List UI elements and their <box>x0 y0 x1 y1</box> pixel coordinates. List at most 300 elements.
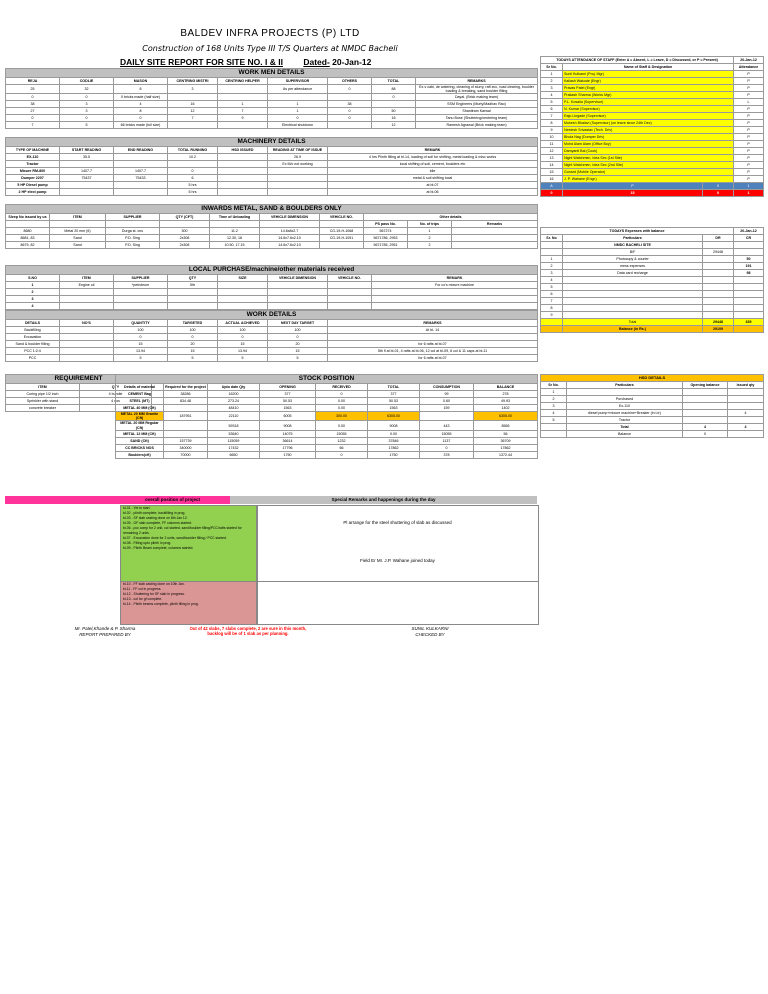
work-details-cell: 15 <box>268 348 328 355</box>
expenses-cell <box>703 305 734 312</box>
hsd-total-label: Total <box>567 424 683 431</box>
expenses-row <box>541 277 764 284</box>
work-men-row <box>6 94 538 101</box>
inwards-cell: 5671785, 2951 <box>364 242 408 249</box>
inwards-cell: 8679, 82 <box>6 242 50 249</box>
attendance-row <box>541 78 764 85</box>
staff-name: N. Kumar (Supervisor) <box>563 106 734 113</box>
inwards-col-header: Sleep No issued by us <box>6 214 50 221</box>
attendance-row <box>541 176 764 183</box>
work-details-cell: 100 <box>168 327 218 334</box>
machinery-col-header: HSD ISSUED <box>218 147 268 154</box>
stock-cell: 378 <box>420 451 474 458</box>
stock-cell: 300.00 <box>316 412 368 421</box>
inwards-cell: 2x308 <box>160 235 210 242</box>
local-purchase-cell <box>268 303 328 310</box>
stock-col-header: CONSUMPTION <box>420 384 474 391</box>
stock-row <box>116 437 538 444</box>
expenses-subtitle: NMDC BACHELI SITE <box>563 242 703 249</box>
attendance-row <box>541 120 764 127</box>
requirement-col-header: ITEM <box>6 384 80 391</box>
attendance-status: P <box>734 141 764 148</box>
hsd-cell <box>728 417 764 424</box>
work-men-col-header: OTHERS <box>328 78 372 85</box>
attendance-status: P <box>734 85 764 92</box>
local-purchase-cell <box>268 282 328 289</box>
inwards-cell <box>320 242 364 249</box>
hsd-row <box>541 389 764 396</box>
work-details-col-header: QUANTITY <box>114 320 168 327</box>
attendance-sr: 2 <box>541 78 563 85</box>
work-details-title: WORK DETAILS <box>6 311 538 320</box>
expenses-cell <box>703 291 734 298</box>
work-men-cell: As per attendance <box>268 85 328 94</box>
expenses-row <box>541 256 764 263</box>
work-men-cell: 0 <box>60 94 114 101</box>
attendance-sr: 6 <box>541 106 563 113</box>
work-men-cell: 5 <box>60 122 114 129</box>
requirement-cell: concrete breaker <box>6 405 80 412</box>
stock-row <box>116 412 538 421</box>
inwards-cell: 8680 <box>6 228 50 235</box>
work-details-cell: Backfilling <box>6 327 60 334</box>
expenses-cell: Data card recharge <box>563 270 703 277</box>
local-purchase-cell <box>114 289 168 296</box>
stock-cell: 17862 <box>474 444 538 451</box>
work-men-cell <box>168 94 218 101</box>
work-details-row <box>6 348 538 355</box>
stock-cell: 340000 <box>164 444 208 451</box>
local-purchase-cell: 3 <box>6 296 60 303</box>
machinery-row <box>6 182 538 189</box>
project-status-line: bl-12 - Shuttering for SF slab in progress. <box>123 592 186 596</box>
hsd-row <box>541 410 764 417</box>
machinery-cell <box>114 182 168 189</box>
local-purchase-col-header: SIZE <box>218 275 268 282</box>
hsd-cell: Purchased <box>567 396 683 403</box>
work-details-cell <box>60 348 114 355</box>
stock-row <box>116 391 538 398</box>
stock-cell: 38286 <box>164 391 208 398</box>
work-men-cell: 8 <box>114 108 168 115</box>
work-details-col-header: ACTUAL ACHIEVED <box>218 320 268 327</box>
requirement-cell: 4 nos <box>80 398 152 405</box>
machinery-cell <box>268 182 328 189</box>
stock-title: STOCK POSITION <box>116 375 538 384</box>
stock-row <box>116 451 538 458</box>
work-details-cell: 5 <box>218 355 268 362</box>
attendance-col-header: Name of Staff & Designation <box>563 64 734 71</box>
hsd-col-header: Particulars <box>567 382 683 389</box>
work-details-cell <box>328 334 538 341</box>
stock-cell: 9008 <box>260 421 316 430</box>
stock-cell: 0.60 <box>420 398 474 405</box>
attendance-summary-cell: A <box>541 183 563 190</box>
attendance-sr: 14 <box>541 162 563 169</box>
expenses-total-dr: 29448 <box>703 319 734 326</box>
hsd-balance-label: Balance <box>567 431 683 438</box>
staff-name: Pravas Patel (Engr) <box>563 85 734 92</box>
project-status-line: bl-13 - col for gf complete. <box>123 597 163 601</box>
local-purchase-cell <box>372 303 538 310</box>
hsd-cell <box>683 417 728 424</box>
expenses-cell: 3 <box>541 270 563 277</box>
expenses-cell <box>563 305 703 312</box>
expenses-cell <box>734 284 764 291</box>
machinery-cell <box>268 175 328 182</box>
project-status-line: bl-07 - Excavation done for 2 units, sand/boulder filling / PCC started. <box>123 536 227 540</box>
attendance-summary-red <box>541 190 764 197</box>
project-status-line: bl-03 - SF slab casting done on 8th Jan 12. <box>123 516 188 520</box>
staff-name: J. P. Wahane (Engr.) <box>563 176 734 183</box>
work-men-cell: Tanu Bose (Shuttering/centering team) <box>416 115 538 122</box>
machinery-cell <box>168 161 218 168</box>
machinery-row <box>6 168 538 175</box>
attendance-sr: 1 <box>541 71 563 78</box>
machinery-cell: 0 <box>168 168 218 175</box>
inwards-cell: 300 <box>160 228 210 235</box>
stock-cell: SAND (Cft) <box>116 437 164 444</box>
machinery-col-header: TYPE OF MACHINE <box>6 147 60 154</box>
expenses-table <box>540 227 764 333</box>
expenses-cell <box>563 312 703 319</box>
overall-pink-box <box>120 581 258 625</box>
stock-cell: 0.00 <box>316 398 368 405</box>
machinery-cell: at bl-06 <box>328 189 538 196</box>
expenses-cell <box>563 298 703 305</box>
expenses-cell: 8 <box>541 305 563 312</box>
inwards-cell: 14.6x7.6x2.10 <box>260 235 320 242</box>
stock-col-header: Required for the project <box>165 384 206 389</box>
stock-cell: 1232 <box>316 437 368 444</box>
attendance-row <box>541 71 764 78</box>
hsd-row <box>541 396 764 403</box>
stock-cell: 53640 <box>208 430 260 437</box>
inwards-col-header: QTY (CFT) <box>160 214 210 221</box>
expenses-row <box>541 298 764 305</box>
expenses-balance-label: Balance (in Rs.) <box>563 326 703 333</box>
project-status-line: bl-11 - FF col in progress. <box>123 587 162 591</box>
attendance-row <box>541 155 764 162</box>
work-men-cell: 3 <box>60 108 114 115</box>
work-men-cell <box>268 94 328 101</box>
stock-cell: 0.00 <box>316 421 368 430</box>
work-details-cell: PCC <box>6 355 60 362</box>
local-purchase-cell <box>60 303 114 310</box>
work-details-cell: 5 <box>114 355 168 362</box>
hsd-cell: Ex-110 <box>567 403 683 410</box>
stock-cell: METAL 12 MM (Cft) <box>116 430 164 437</box>
attendance-col-header: Attendance <box>734 64 764 71</box>
dated-label: Dated- <box>303 57 330 67</box>
requirement-cell: 4 bundle <box>80 391 152 398</box>
work-men-cell <box>218 122 268 129</box>
work-men-cell: 25 <box>6 85 60 94</box>
expenses-total-label: Total <box>563 319 703 326</box>
expenses-cell <box>563 284 703 291</box>
expenses-row <box>541 291 764 298</box>
attendance-sr: 3 <box>541 85 563 92</box>
checked-name: SUNIL KULKARNI <box>411 626 449 631</box>
attendance-sr: 7 <box>541 113 563 120</box>
work-men-cell: 3 <box>168 85 218 94</box>
hsd-cell <box>683 403 728 410</box>
work-men-cell: 16 <box>168 101 218 108</box>
machinery-cell <box>268 189 328 196</box>
work-details-cell: 5 <box>168 355 218 362</box>
requirement-col-header: QTY <box>80 384 152 391</box>
local-purchase-row <box>6 303 538 310</box>
stock-cell: 377 <box>368 391 420 398</box>
stock-cell: 15055 <box>420 430 474 437</box>
checked-by-block <box>330 626 530 638</box>
inwards-cell: CG-19-H-1091 <box>320 235 364 242</box>
work-details-cell: 0 <box>168 334 218 341</box>
machinery-cell: Ex M/c not working <box>268 161 328 168</box>
work-details-cell: 5th fl at bl-01, 4 rafts at bl-06, 12 col at bl-09, 6 col & 11 caps at bl-11 <box>328 348 538 355</box>
project-status-line: bl-06 - pcc comp for 2 unit, col started, sand/boulder filling/PCC/rafts started for remaining 2 units. <box>123 526 242 535</box>
machinery-cell <box>218 154 268 161</box>
local-purchase-cell <box>168 289 218 296</box>
work-details-cell <box>60 355 114 362</box>
machinery-row <box>6 175 538 182</box>
stock-cell: 1372.44 <box>474 451 538 458</box>
stock-cell <box>420 412 474 421</box>
attendance-status: P <box>734 92 764 99</box>
attendance-summary-cell: 15 <box>563 190 703 197</box>
inwards-cell: 14.6x8x2.7 <box>260 228 320 235</box>
work-men-row <box>6 115 538 122</box>
local-purchase-cell: Engine oil <box>60 282 114 289</box>
work-men-cell: 1 <box>268 101 328 108</box>
attendance-sr: 15 <box>541 169 563 176</box>
work-men-cell: 8 <box>114 85 168 94</box>
work-men-cell: Shantiram Karwal <box>416 108 538 115</box>
machinery-cell: Dumper 2207 <box>6 175 60 182</box>
hsd-cell: 4 <box>728 410 764 417</box>
work-details-cell: At bl- 14 <box>328 327 538 334</box>
work-details-cell <box>60 327 114 334</box>
local-purchase-cell <box>168 303 218 310</box>
local-purchase-cell <box>218 282 268 289</box>
work-details-row <box>6 327 538 334</box>
stock-cell: 17432 <box>208 444 260 451</box>
hsd-cell <box>728 403 764 410</box>
attendance-sr: 10 <box>541 134 563 141</box>
special-remarks-title: Special Remarks and happenings during the day <box>230 496 537 504</box>
work-men-cell: SSM Engineers (Murty/Madhav Rao) <box>416 101 538 108</box>
work-men-cell: 3 <box>60 101 114 108</box>
machinery-cell: 35.5 <box>60 154 114 161</box>
attendance-status: L <box>734 99 764 106</box>
local-purchase-col-header: REMARK <box>372 275 538 282</box>
local-purchase-cell: *petroleum <box>114 282 168 289</box>
expenses-cell: mess expenses <box>563 263 703 270</box>
staff-name: Gunard (Mobile Operator) <box>563 169 734 176</box>
stock-cell: 16200 <box>208 391 260 398</box>
work-details-row <box>6 355 538 362</box>
work-details-row <box>6 334 538 341</box>
stock-cell: 0 <box>316 391 368 398</box>
inwards-cell: 8681, 83 <box>6 235 50 242</box>
work-details-cell: 5 <box>268 355 328 362</box>
machinery-cell: 6 <box>168 175 218 182</box>
work-men-title: WORK MEN DETAILS <box>6 69 538 78</box>
work-men-col-header: SUPERVISOR <box>268 78 328 85</box>
work-men-cell <box>328 122 372 129</box>
work-men-row <box>6 85 538 94</box>
stock-cell: 36709 <box>474 437 538 444</box>
stock-cell: 377 <box>260 391 316 398</box>
local-purchase-cell: 1 <box>6 282 60 289</box>
inwards-col-header: Time of Unloading <box>210 214 260 221</box>
stock-cell <box>164 430 208 437</box>
work-men-cell: 4 <box>114 101 168 108</box>
work-details-cell: 0 <box>268 334 328 341</box>
inwards-col-header: ITEM <box>50 214 106 221</box>
hsd-col-header: Opening balance <box>683 382 728 389</box>
local-purchase-cell <box>328 289 372 296</box>
attendance-col-header: Sr No. <box>541 64 563 71</box>
staff-name: Bhola Nag (Dumper Driv) <box>563 134 734 141</box>
stock-cell: 37846 <box>368 437 420 444</box>
expenses-cell: Photocopy & courier <box>563 256 703 263</box>
machinery-cell: 75433 <box>114 175 168 182</box>
inwards-table <box>5 204 538 249</box>
inwards-col-header: SUPPLIER <box>106 214 160 221</box>
stock-cell: 48410 <box>208 405 260 412</box>
expenses-title: TODAYS Expenses with balance <box>541 228 734 235</box>
staff-name: Kailash Wakode (Engr) <box>563 78 734 85</box>
local-purchase-table <box>5 265 538 310</box>
machinery-cell: 5 hrs <box>168 189 218 196</box>
stock-cell: 6005 <box>260 412 316 421</box>
stock-cell <box>164 405 208 412</box>
inwards-cell: 2 <box>408 242 452 249</box>
stock-cell: STEEL (MT) <box>116 398 164 405</box>
machinery-cell <box>60 182 114 189</box>
work-details-cell: 13.94 <box>218 348 268 355</box>
stock-col-header: RECEIVED <box>316 384 368 391</box>
work-details-cell <box>60 334 114 341</box>
work-men-cell: 0 <box>328 85 372 94</box>
staff-name: Neelesh Srivastav (Tech. Driv) <box>563 127 734 134</box>
local-purchase-cell <box>328 303 372 310</box>
work-details-cell: 15 <box>218 341 268 348</box>
work-men-cell <box>218 85 268 94</box>
attendance-summary-cell: 0 <box>703 183 734 190</box>
work-details-cell: 20 <box>268 341 328 348</box>
inwards-cell: 2x308 <box>160 242 210 249</box>
expenses-cell <box>703 312 734 319</box>
local-purchase-cell: For co's mixure machine <box>372 282 538 289</box>
work-men-cell: 0 <box>6 115 60 122</box>
machinery-col-header: READING AT TIME OF ISSUE <box>268 147 328 154</box>
work-details-cell: 100 <box>268 327 328 334</box>
expenses-cell: 5 <box>541 284 563 291</box>
work-details-cell: 13.94 <box>114 348 168 355</box>
hsd-col-header: Sr No. <box>541 382 567 389</box>
inwards-col-header: PS pass No. <box>364 221 408 228</box>
attendance-title: TODAYS ATTENDANCE OF STAFF (Enter A = Absent, L = Leave, D = Discussed, or P = Present) <box>541 57 734 64</box>
hsd-cell: diesel pump+mixure machine+Breaker (in Ltr) <box>567 410 683 417</box>
machinery-cell: Mixure RM-800 <box>6 168 60 175</box>
attendance-status: P <box>734 134 764 141</box>
work-men-cell: 0 bricks made (half size) <box>114 94 168 101</box>
attendance-summary-blue <box>541 183 764 190</box>
inwards-other-details: Other details <box>364 214 538 221</box>
requirement-cell: Curing pipe 1/2 inch <box>6 391 80 398</box>
hsd-cell <box>728 396 764 403</box>
machinery-cell <box>268 168 328 175</box>
work-details-cell: 20 <box>168 341 218 348</box>
stock-row <box>116 430 538 437</box>
expenses-cell <box>703 263 734 270</box>
inwards-col-header: No. of trips <box>408 221 452 228</box>
stock-cell: Boulders(cft) <box>116 451 164 458</box>
attendance-status: P <box>734 155 764 162</box>
machinery-cell: 1407.7 <box>60 168 114 175</box>
machinery-cell: 1407.7 <box>114 168 168 175</box>
machinery-row <box>6 161 538 168</box>
attendance-row <box>541 127 764 134</box>
inwards-cell: 11.2 <box>210 228 260 235</box>
attendance-status: P <box>734 169 764 176</box>
local-purchase-cell <box>60 296 114 303</box>
stock-cell: 99 <box>420 391 474 398</box>
hsd-cell <box>683 389 728 396</box>
machinery-row <box>6 189 538 196</box>
stock-row <box>116 444 538 451</box>
work-men-cell <box>372 101 416 108</box>
attendance-row <box>541 169 764 176</box>
stock-cell: 278 <box>474 391 538 398</box>
work-details-col-header: DETAILS <box>6 320 60 327</box>
attendance-sr: 11 <box>541 141 563 148</box>
report-title: DAILY SITE REPORT FOR SITE NO. I & II <box>120 57 283 67</box>
work-men-cell: 0 <box>60 115 114 122</box>
work-details-col-header: NEXT DAY TARGET <box>268 320 328 327</box>
project-status-line: bl-10 - FF slab casting done on 10th Jan. <box>123 582 185 586</box>
work-men-cell: 12 <box>372 122 416 129</box>
inwards-cell <box>452 235 538 242</box>
expenses-cell: 4 <box>541 277 563 284</box>
local-purchase-cell <box>168 296 218 303</box>
expenses-row <box>541 312 764 319</box>
local-purchase-cell <box>60 289 114 296</box>
work-men-col-header: CODLIE <box>60 78 114 85</box>
stock-cell: 8565 <box>474 421 538 430</box>
inwards-cell: 1 <box>408 228 452 235</box>
hsd-row <box>541 417 764 424</box>
inwards-row <box>6 242 538 249</box>
project-status-line: bl-02 - plinth complete, backfilling in prog. <box>123 511 186 515</box>
work-men-cell: 1 <box>218 101 268 108</box>
stock-cell: METAL 20 MM Granite (Cft) <box>116 412 164 421</box>
stock-cell: 56 <box>474 430 538 437</box>
work-details-cell: 0 <box>218 334 268 341</box>
work-men-cell: 0 <box>328 108 372 115</box>
work-details-cell: Sand & boulder filling <box>6 341 60 348</box>
local-purchase-col-header: QTY <box>168 275 218 282</box>
local-purchase-cell <box>268 289 328 296</box>
work-men-cell: 32 <box>60 85 114 94</box>
machinery-title: MACHINERY DETAILS <box>6 138 538 147</box>
report-date: 20-Jan-12 <box>332 57 372 67</box>
hsd-cell: 2 <box>541 396 567 403</box>
inwards-cell: Sand <box>50 242 106 249</box>
expenses-bf-value: 29448 <box>703 249 734 256</box>
